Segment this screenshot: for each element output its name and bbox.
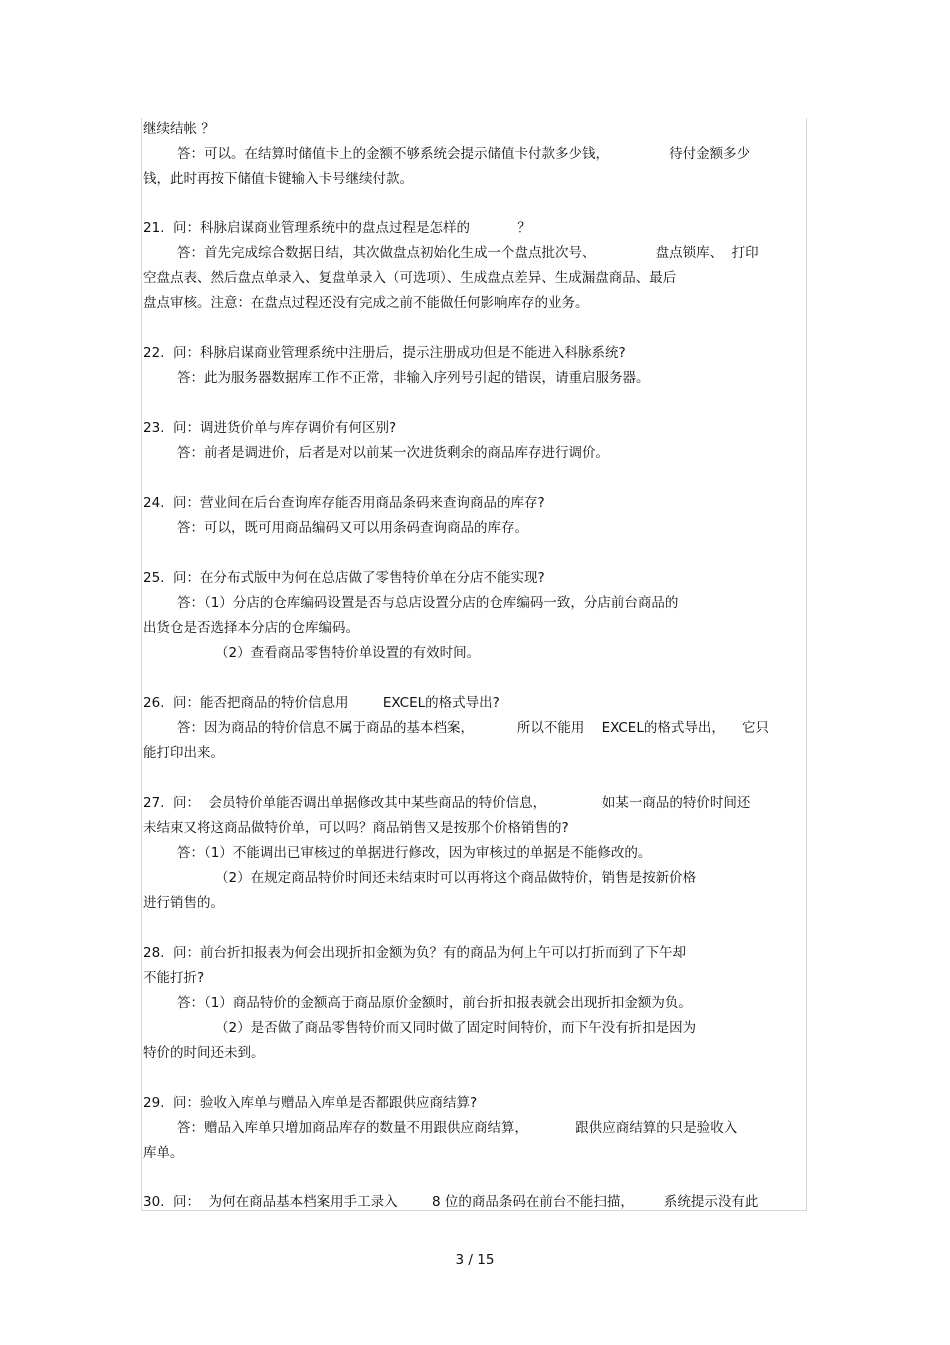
text-line: 答：前者是调进价，后者是对以前某一次进货剩余的商品库存进行调价。 xyxy=(177,445,609,461)
text-line: 答：此为服务器数据库工作不正常，非输入序列号引起的错误，请重启服务器。 xyxy=(177,370,650,386)
text-line: （2）查看商品零售特价单设置的有效时间。 xyxy=(215,645,481,661)
text-line: 库单。 xyxy=(143,1145,184,1161)
text-line: 出货仓是否选择本分店的仓库编码。 xyxy=(143,620,359,636)
text-line: 未结束又将这商品做特价单，可以吗？商品销售又是按那个价格销售的? xyxy=(143,820,569,836)
question-26: 26. 问：能否把商品的特价信息用 EXCEL的格式导出? xyxy=(143,695,500,711)
question-27: 27. 问： 会员特价单能否调出单据修改其中某些商品的特价信息， 如某一商品的特价时间还 xyxy=(143,795,751,811)
question-21: 21. 问：科脉启谋商业管理系统中的盘点过程是怎样的 ？ xyxy=(143,220,531,236)
question-30: 30. 问： 为何在商品基本档案用手工录入 8 位的商品条码在前台不能扫描， 系统提示没有此 xyxy=(143,1194,759,1210)
question-25: 25. 问：在分布式版中为何在总店做了零售特价单在分店不能实现? xyxy=(143,570,545,586)
text-line: 钱，此时再按下储值卡键输入卡号继续付款。 xyxy=(143,171,413,187)
text-line: 答：（1）不能调出已审核过的单据进行修改，因为审核过的单据是不能修改的。 xyxy=(177,845,652,861)
page-number: 3 / 15 xyxy=(455,1252,495,1268)
text-line: 进行销售的。 xyxy=(143,895,224,911)
question-22: 22. 问：科脉启谋商业管理系统中注册后，提示注册成功但是不能进入科脉系统? xyxy=(143,345,626,361)
page-border-right xyxy=(806,118,807,1210)
question-28: 28. 问：前台折扣报表为何会出现折扣金额为负？有的商品为何上午可以打折而到了下午却 xyxy=(143,945,687,961)
text-line: （2）是否做了商品零售特价而又同时做了固定时间特价，而下午没有折扣是因为 xyxy=(215,1020,697,1036)
text-line: （2）在规定商品特价时间还未结束时可以再将这个商品做特价，销售是按新价格 xyxy=(215,870,697,886)
question-24: 24. 问：营业间在后台查询库存能否用商品条码来查询商品的库存? xyxy=(143,495,545,511)
text-line: 空盘点表、然后盘点单录入、复盘单录入（可选项）、生成盘点差异、生成漏盘商品、最后 xyxy=(143,270,677,286)
text-line: 答：赠品入库单只增加商品库存的数量不用跟供应商结算， 跟供应商结算的只是验收入 xyxy=(177,1120,738,1136)
text-line: 答：可以，既可用商品编码又可以用条码查询商品的库存。 xyxy=(177,520,528,536)
text-line: 盘点审核。注意：在盘点过程还没有完成之前不能做任何影响库存的业务。 xyxy=(143,295,589,311)
text-line: 特价的时间还未到。 xyxy=(143,1045,265,1061)
text-line: 继续结帐 ？ xyxy=(143,121,215,137)
text-line: 能打印出来。 xyxy=(143,745,224,761)
text-line: 答：首先完成综合数据日结，其次做盘点初始化生成一个盘点批次号、 盘点锁库、 打印 xyxy=(177,245,759,261)
text-line: 答：（1）分店的仓库编码设置是否与总店设置分店的仓库编码一致，分店前台商品的 xyxy=(177,595,679,611)
text-line: 答：因为商品的特价信息不属于商品的基本档案， 所以不能用 EXCEL的格式导出， 它只 xyxy=(177,720,770,736)
page-border-left xyxy=(141,118,142,1210)
question-23: 23. 问：调进货价单与库存调价有何区别? xyxy=(143,420,397,436)
text-line: 答：（1）商品特价的金额高于商品原价金额时，前台折扣报表就会出现折扣金额为负。 xyxy=(177,995,692,1011)
text-line: 不能打折? xyxy=(143,970,205,986)
question-29: 29. 问：验收入库单与赠品入库单是否都跟供应商结算? xyxy=(143,1095,478,1111)
text-line: 答：可以。在结算时储值卡上的金额不够系统会提示储值卡付款多少钱， 待付金额多少 xyxy=(177,146,751,162)
